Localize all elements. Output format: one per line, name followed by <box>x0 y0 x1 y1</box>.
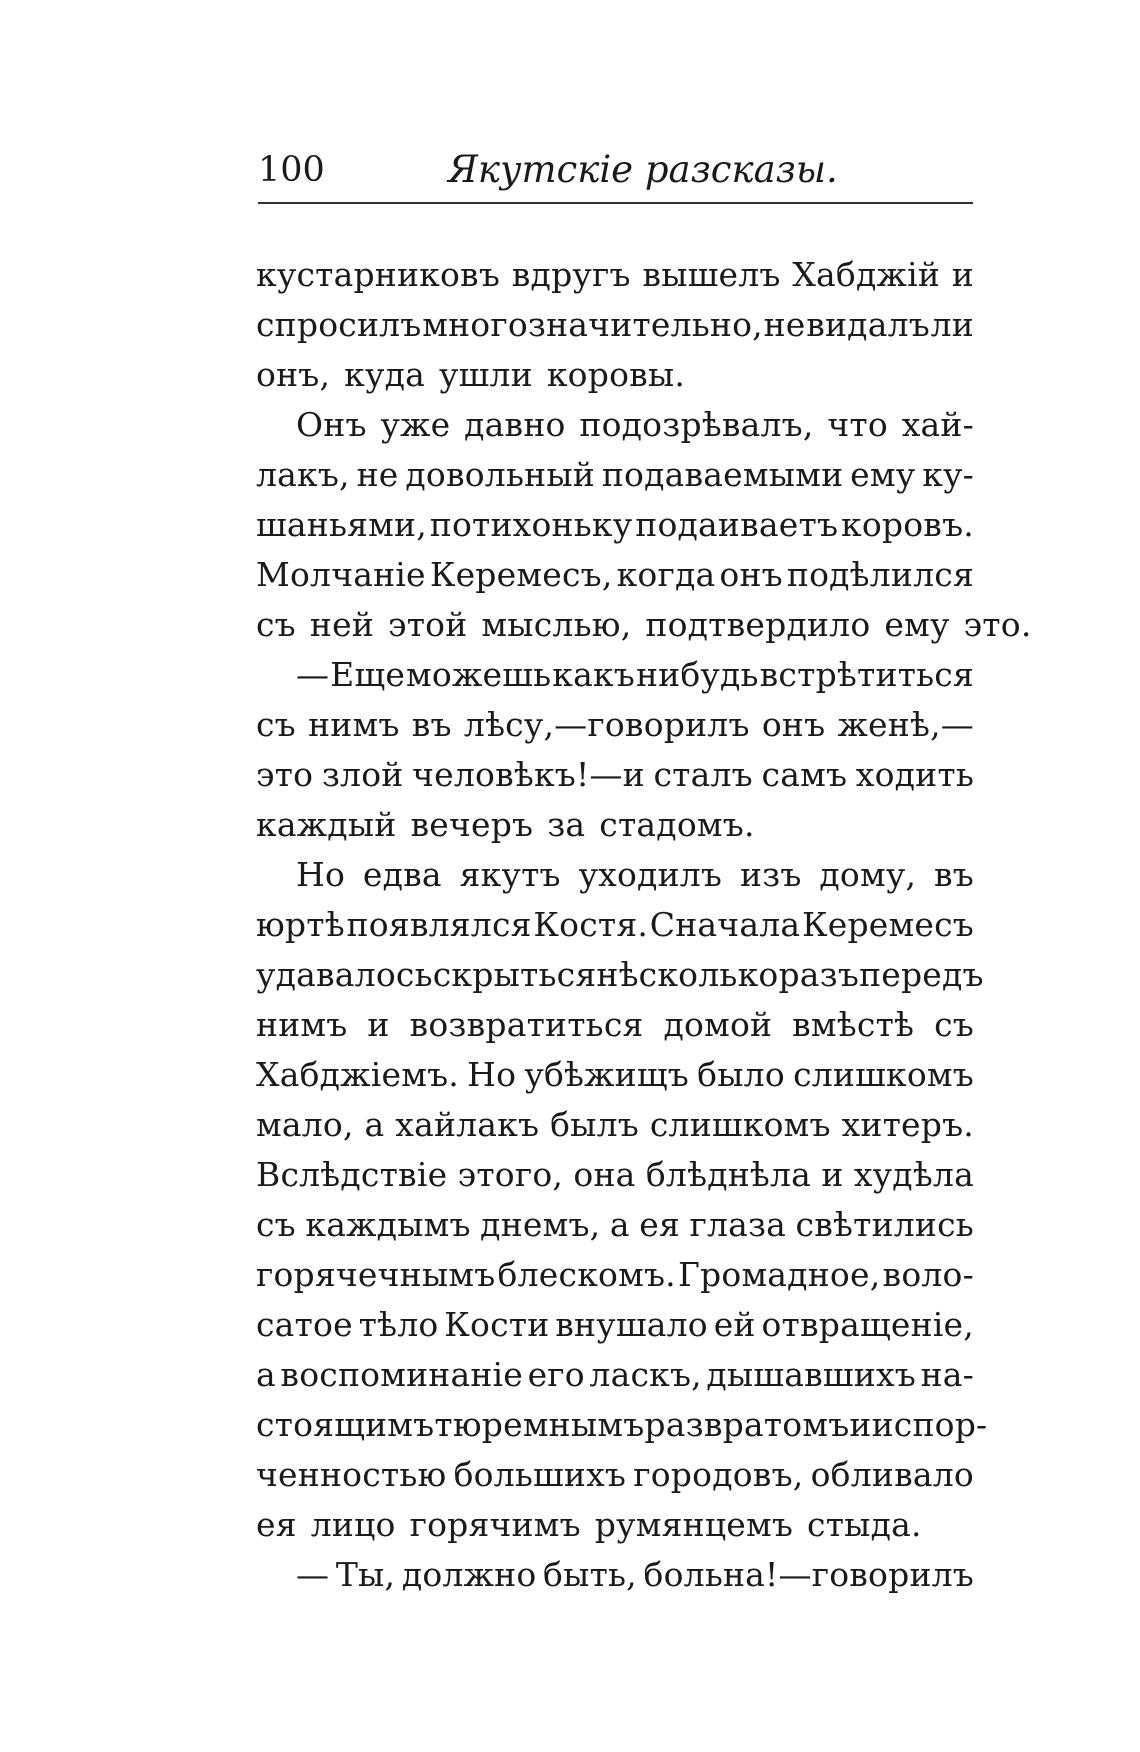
word: юртѣ <box>256 905 345 944</box>
word: этой <box>388 605 468 644</box>
text-line <box>256 1350 974 1400</box>
word: вдругъ <box>511 255 631 294</box>
word: лицо <box>310 1505 396 1544</box>
word: злой <box>321 755 404 794</box>
word: ченностью <box>256 1455 447 1494</box>
text-line <box>256 800 974 850</box>
word: стыда. <box>807 1505 922 1544</box>
word: и <box>849 1405 872 1444</box>
word: блѣднѣла <box>645 1155 812 1194</box>
word: отвращеніе, <box>761 1305 974 1344</box>
word: что <box>827 405 888 444</box>
word: якутъ <box>459 855 561 894</box>
word: хитеръ. <box>841 1105 974 1144</box>
text-line <box>256 400 974 450</box>
word: слишкомъ <box>649 1105 831 1144</box>
word: мало, <box>256 1105 354 1144</box>
word: обливало <box>810 1455 974 1494</box>
word: встрѣтиться <box>759 655 974 694</box>
word: испор- <box>871 1405 988 1444</box>
word: большихъ <box>453 1455 627 1494</box>
word: ку- <box>922 455 974 494</box>
word: спросилъ <box>256 305 422 344</box>
word: коровы. <box>546 355 686 394</box>
word: лакъ, <box>256 455 350 494</box>
word: а <box>364 1105 385 1144</box>
word: ея <box>639 1205 680 1244</box>
text-line <box>256 1400 988 1450</box>
word: подаваемыми <box>601 455 844 494</box>
word: изъ <box>739 855 802 894</box>
word: не <box>356 455 399 494</box>
word: шаньями, <box>256 505 427 544</box>
word: на- <box>920 1355 974 1394</box>
word: кустарниковъ <box>256 255 501 294</box>
word: самъ <box>761 755 848 794</box>
text-line <box>256 650 974 700</box>
word: его <box>527 1355 585 1394</box>
word: — <box>296 655 330 694</box>
text-line <box>256 1550 974 1600</box>
word: дышавшихъ <box>706 1355 917 1394</box>
word: давно <box>464 405 566 444</box>
word: Кости <box>444 1305 550 1344</box>
word: румянцемъ <box>594 1505 794 1544</box>
word: городовъ, <box>633 1455 804 1494</box>
word: воспоминаніе <box>280 1355 524 1394</box>
word: хай- <box>901 405 974 444</box>
word: а <box>609 1205 630 1244</box>
word: было <box>697 1055 785 1094</box>
word: съ <box>934 1005 974 1044</box>
text-line <box>256 600 1032 650</box>
word: съ <box>256 605 296 644</box>
word: худѣла <box>853 1155 974 1194</box>
word: ея <box>256 1505 297 1544</box>
word: ласкъ, <box>589 1355 702 1394</box>
word: горячимъ <box>409 1505 581 1544</box>
text-line <box>256 300 974 350</box>
word: коровъ. <box>841 505 974 544</box>
word: едва <box>362 855 442 894</box>
word: видалъ <box>806 305 930 344</box>
word: этого, <box>457 1155 564 1194</box>
word: Керемесъ, <box>429 555 613 594</box>
text-line <box>256 750 974 800</box>
word: довольный <box>405 455 595 494</box>
text-line <box>256 950 984 1000</box>
word: можешь <box>406 655 552 694</box>
text-line <box>256 1500 974 1550</box>
word: лѣсу,—говорилъ <box>463 705 750 744</box>
word: Еще <box>330 655 406 694</box>
word: ней <box>309 605 375 644</box>
word: съ <box>256 1205 296 1244</box>
word: Керемесъ <box>801 905 974 944</box>
word: Молчаніе <box>256 555 426 594</box>
word: должно <box>401 1555 537 1594</box>
word: это. <box>963 605 1032 644</box>
text-line <box>256 450 974 500</box>
running-head <box>258 145 978 195</box>
word: скрыться <box>432 955 597 994</box>
word: разъ <box>778 955 860 994</box>
word: тѣло <box>358 1305 439 1344</box>
word: женѣ,— <box>837 705 974 744</box>
word: каждымъ <box>305 1205 471 1244</box>
word: каждый <box>256 805 397 844</box>
word: ей <box>713 1305 756 1344</box>
word: Но <box>467 1055 517 1094</box>
word: хайлакъ <box>395 1105 540 1144</box>
word: это <box>256 755 314 794</box>
word: дому, <box>819 855 917 894</box>
word: нибудь <box>635 655 759 694</box>
word: съ <box>256 705 296 744</box>
word: тюремнымъ <box>434 1405 645 1444</box>
word: Костя. <box>533 905 649 944</box>
word: онъ, <box>256 355 331 394</box>
word: и <box>951 255 974 294</box>
word: сталъ <box>653 755 753 794</box>
text-line <box>256 250 974 300</box>
text-line <box>256 550 974 600</box>
text-line <box>256 1450 974 1500</box>
word: внушало <box>555 1305 708 1344</box>
word: нѣсколько <box>596 955 779 994</box>
word: убѣжищъ <box>524 1055 689 1094</box>
word: подѣлился <box>786 555 974 594</box>
word: уходилъ <box>578 855 723 894</box>
word: когда <box>616 555 716 594</box>
word: — <box>296 1555 330 1594</box>
word: въ <box>933 855 974 894</box>
header-rule <box>258 202 973 204</box>
word: Сначала <box>649 905 801 944</box>
word: и <box>367 1005 390 1044</box>
word: ему <box>850 455 916 494</box>
text-line <box>256 1000 974 1050</box>
word: а <box>256 1355 276 1394</box>
word: мыслью, <box>481 605 632 644</box>
word: вечеръ <box>410 805 534 844</box>
text-line <box>256 1050 974 1100</box>
word: подаиваетъ <box>635 505 839 544</box>
word: какъ <box>552 655 635 694</box>
text-line <box>256 850 974 900</box>
word: Вслѣдствіе <box>256 1155 448 1194</box>
word: Ты, <box>335 1555 396 1594</box>
word: человѣкъ!—и <box>412 755 645 794</box>
word: подозрѣвалъ, <box>579 405 814 444</box>
text-line <box>256 1200 974 1250</box>
word: вышелъ <box>642 255 781 294</box>
word: удавалось <box>256 955 433 994</box>
word: за <box>547 805 586 844</box>
word: воло- <box>882 1255 974 1294</box>
word: быть, <box>543 1555 637 1594</box>
word: вмѣстѣ <box>792 1005 915 1044</box>
word: нимъ <box>256 1005 348 1044</box>
word: Хабджіемъ. <box>256 1055 459 1094</box>
word: развратомъ <box>644 1405 850 1444</box>
word: Онъ <box>296 405 367 444</box>
word: ушли <box>439 355 533 394</box>
word: ли <box>930 305 974 344</box>
word: ходить <box>855 755 974 794</box>
text-line <box>256 700 974 750</box>
word: горячечнымъ <box>256 1255 496 1294</box>
word: передъ <box>859 955 984 994</box>
word: уже <box>380 405 451 444</box>
word: не <box>763 305 806 344</box>
word: и <box>821 1155 844 1194</box>
page-number: 100 <box>258 150 325 190</box>
word: домой <box>663 1005 773 1044</box>
word: стадомъ. <box>599 805 755 844</box>
text-line <box>256 1100 974 1150</box>
text-line <box>256 1300 974 1350</box>
word: потихоньку <box>429 505 633 544</box>
book-title: Якутскіе разсказы. <box>448 148 838 191</box>
word: сатое <box>256 1305 353 1344</box>
text-line <box>256 1250 974 1300</box>
word: многозначительно, <box>422 305 763 344</box>
text-line <box>256 1150 974 1200</box>
word: Но <box>296 855 346 894</box>
word: въ <box>411 705 452 744</box>
word: глаза <box>689 1205 787 1244</box>
word: онъ <box>761 705 826 744</box>
word: больна!—говорилъ <box>643 1555 974 1594</box>
word: блескомъ. <box>497 1255 676 1294</box>
text-line <box>256 350 974 400</box>
word: она <box>573 1155 636 1194</box>
word: подтвердило <box>645 605 871 644</box>
word: онъ <box>719 555 783 594</box>
word: стоящимъ <box>256 1405 435 1444</box>
text-line <box>256 900 974 950</box>
word: возвратиться <box>409 1005 644 1044</box>
text-line <box>256 500 974 550</box>
word: слишкомъ <box>793 1055 974 1094</box>
word: куда <box>344 355 425 394</box>
word: появлялся <box>346 905 532 944</box>
body-text <box>256 250 1032 1600</box>
word: днемъ, <box>480 1205 601 1244</box>
word: Хабджій <box>792 255 941 294</box>
word: нимъ <box>308 705 400 744</box>
word: былъ <box>550 1105 639 1144</box>
word: свѣтились <box>795 1205 974 1244</box>
word: ему <box>884 605 950 644</box>
word: Громадное, <box>678 1255 881 1294</box>
